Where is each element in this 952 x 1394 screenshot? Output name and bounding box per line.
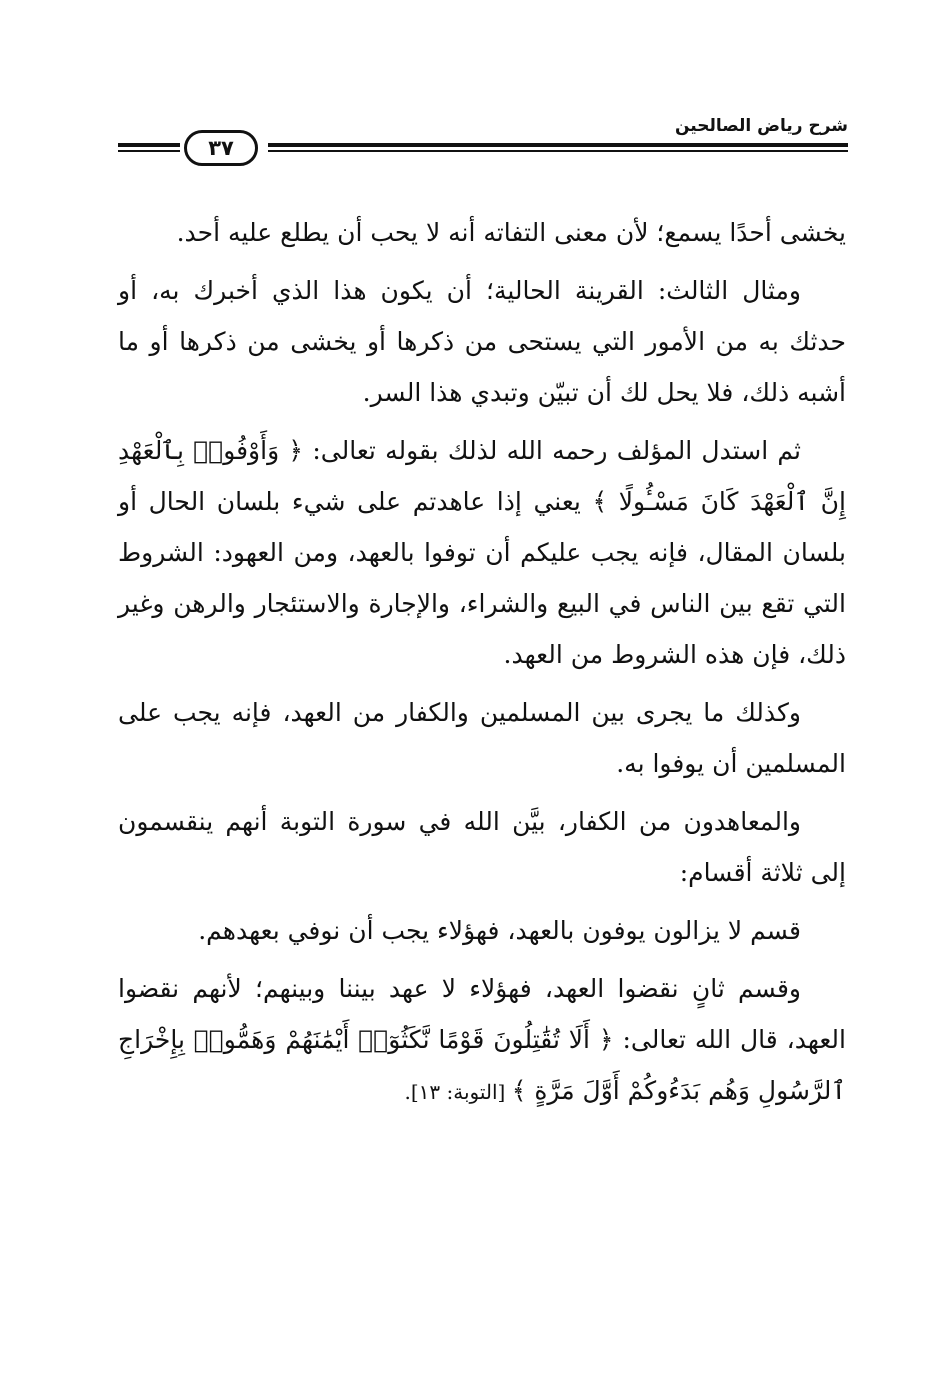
paragraph-text: يخشى أحدًا يسمع؛ لأن معنى التفاته أنه لا يحب أن يطلع عليه أحد.: [176, 218, 846, 247]
paragraph: [118, 905, 846, 956]
paragraph-text: وقسم ثانٍ نقضوا العهد، فهؤلاء لا عهد بيننا وبينهم؛ لأنهم نقضوا العهد، قال الله تعالى:: [118, 974, 846, 1054]
quran-verse: ﴿ أَلَا تُقَٰتِلُونَ قَوْمًا نَّكَثُوٓا۟ أَيْمَٰنَهُمْ وَهَمُّوا۟ بِإِخْرَاجِ ٱلرَّسُولِ وَهُم بَدَءُوكُمْ أَوَّلَ مَرَّةٍ ﴾: [118, 1025, 846, 1105]
quran-verse: ﴿ وَأَوْفُوا۟ بِٱلْعَهْدِ إِنَّ ٱلْعَهْدَ كَانَ مَسْـُٔولًا ﴾: [118, 436, 846, 516]
paragraph-text: ثم استدل المؤلف رحمه الله لذلك بقوله تعالى:: [303, 436, 801, 465]
paragraph: [118, 265, 846, 418]
verse-citation: [التوبة: ١٣].: [404, 1080, 512, 1104]
paragraph: [118, 425, 846, 680]
page-number: ٣٧: [184, 130, 258, 166]
paragraph: [118, 207, 846, 258]
paragraph-text: ومثال الثالث: القرينة الحالية؛ أن يكون هذا الذي أخبرك به، أو حدثك به من الأمور التي يستحى من ذكرها أو يخشى من ذكرها أو ما أشبه ذلك، فلا يحل لك أن تبيّن وتبدي هذا السر.: [118, 276, 846, 407]
paragraph-text: قسم لا يزالون يوفون بالعهد، فهؤلاء يجب أن نوفي بعهدهم.: [198, 916, 801, 945]
header-rule: [118, 150, 180, 152]
paragraph-text: وكذلك ما يجرى بين المسلمين والكفار من العهد، فإنه يجب على المسلمين أن يوفوا به.: [118, 698, 846, 778]
page-body: [118, 207, 846, 1125]
paragraph: [118, 687, 846, 789]
paragraph: [118, 963, 846, 1118]
header-rule: [268, 143, 848, 147]
paragraph: [118, 796, 846, 898]
paragraph-text: والمعاهدون من الكفار، بيَّن الله في سورة التوبة أنهم ينقسمون إلى ثلاثة أقسام:: [118, 807, 846, 887]
header-rule: [118, 143, 180, 147]
running-title: شرح رياض الصالحين: [674, 116, 848, 136]
paragraph-text: يعني إذا عاهدتم على شيء بلسان الحال أو بلسان المقال، فإنه يجب عليكم أن توفوا بالعهد، ومن العهود: الشروط التي تقع بين الناس في البيع والشراء، والإجارة والاستئجار والرهن وغير ذلك، فإن هذه الشروط من العهد.: [118, 487, 846, 669]
header-rule: [268, 150, 848, 152]
page-header: [118, 112, 848, 182]
